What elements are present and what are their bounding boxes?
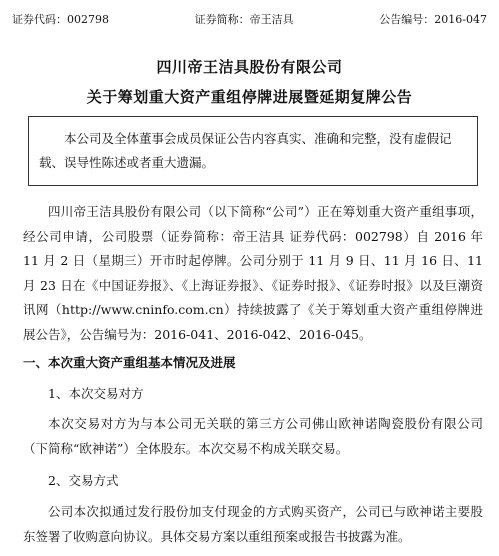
board-statement-box (28, 116, 478, 186)
transaction-method-paragraph: 公司本次拟通过发行股份加支付现金的方式购买资产，公司已与欧神诺主要股东签署了收购意向协议。具体交易方案以重组预案或报告书披露为准。 (23, 504, 483, 544)
sub-heading-transaction-method: 2、交易方式 (48, 473, 119, 488)
intro-paragraph: 四川帝王洁具股份有限公司（以下简称“公司”）正在筹划重大资产重组事项，经公司申请，公司股票（证券简称：帝王洁具 证券代码：002798）自 2016 年 11 月 2 日（星期三）开市时起停牌。公司分别于 11 月 9 日、11 月 16 日、11 月 23 日在《中国证券报》、《上海证券报》、《证券时报》、《证券时报》以及巨潮资讯网（http://www.cninfo.com.cn）持续披露了《关于筹划重大资产重组停牌进展公告》，公告编号为：2016-041、2016-042、2016-045。 (23, 204, 483, 342)
announcement-header (12, 9, 487, 29)
board-statement-text: 本公司及全体董事会成员保证公告内容真实、准确和完整，没有虚假记载、误导性陈述或者重大遗漏。 (39, 131, 452, 170)
company-title: 四川帝王洁具股份有限公司 (156, 58, 343, 76)
notice-number: 公告编号：2016-047 (379, 13, 487, 26)
section-heading-1: 一、本次重大资产重组基本情况及进展 (23, 355, 236, 370)
stock-code: 证券代码：002798 (12, 13, 109, 26)
notice-title: 关于筹划重大资产重组停牌进展暨延期复牌公告 (86, 88, 413, 106)
counterparty-paragraph: 本次交易对方为与本公司无关联的第三方公司佛山欧神诺陶瓷股份有限公司（下简称“欧神诺”）全体股东。本次交易不构成关联交易。 (23, 416, 483, 456)
stock-name: 证券简称：帝王洁具 (194, 13, 294, 26)
sub-heading-counterparty: 1、本次交易对方 (48, 386, 144, 401)
